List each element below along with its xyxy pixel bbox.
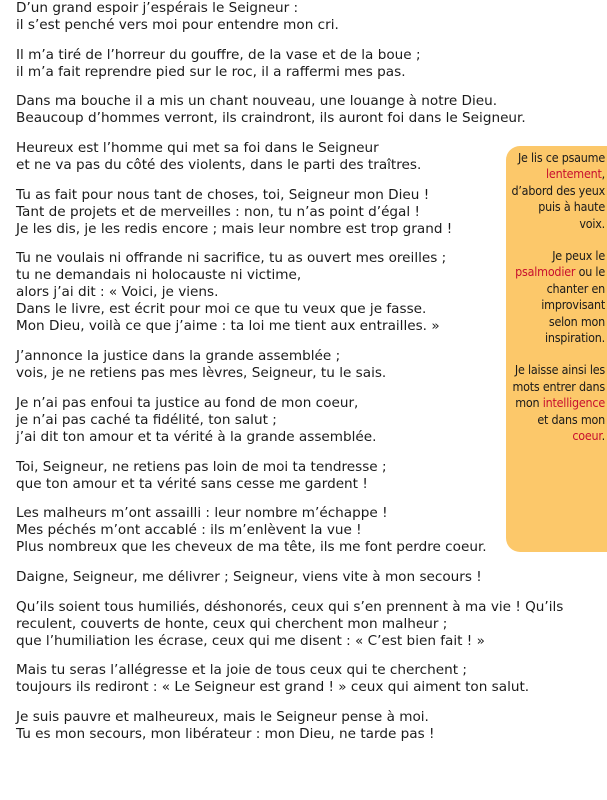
stanza-11: [16, 569, 606, 586]
sidebar-note-chant: [510, 248, 605, 346]
verse-line: Tu as fait pour nous tant de choses, toi, Seigneur mon Dieu !: [16, 186, 430, 203]
verse-line: que l’humiliation les écrase, ceux qui me disent : « C’est bien fait ! »: [16, 632, 485, 649]
note-text: , d’abord des yeux puis à haute voix.: [511, 166, 605, 231]
verse-line: je n’ai pas caché ta fidélité, ton salut ;: [16, 411, 277, 428]
verse-line: Mais tu seras l’allégresse et la joie de tous ceux qui te cherchent ;: [16, 662, 467, 679]
verse-line: tu ne demandais ni holocauste ni victime,: [16, 267, 302, 284]
stanza-14: [16, 709, 606, 743]
verse-line: Tu es mon secours, mon libérateur : mon Dieu, ne tarde pas !: [16, 725, 435, 742]
note-highlight: coeur: [572, 428, 602, 444]
verse-line: Les malheurs m’ont assailli : leur nombre m’échappe !: [16, 505, 388, 522]
verse-line: Mon Dieu, voilà ce que j’aime : ta loi me tient aux entrailles. »: [16, 318, 440, 335]
note-text: Je peux le: [552, 248, 605, 264]
reading-guide-sidebar: [506, 146, 607, 552]
verse-line: Mes péchés m’ont accablé : ils m’enlèvent la vue !: [16, 522, 362, 539]
verse-line: Beaucoup d’hommes verront, ils craindront, ils auront foi dans le Seigneur.: [16, 110, 526, 127]
stanza-1: [16, 0, 606, 34]
note-highlight: psalmodier: [515, 264, 576, 280]
verse-line: vois, je ne retiens pas mes lèvres, Seigneur, tu le sais.: [16, 365, 387, 382]
sidebar-note-meditation: [510, 362, 605, 444]
verse-line: il s’est penché vers moi pour entendre mon cri.: [16, 17, 339, 33]
stanza-3: [16, 93, 606, 127]
note-text: .: [601, 428, 605, 444]
verse-line: Je n’ai pas enfoui ta justice au fond de mon coeur,: [16, 394, 359, 411]
stanza-2: [16, 47, 606, 81]
verse-line: Tant de projets et de merveilles : non, tu n’as point d’égal !: [16, 203, 420, 220]
verse-line: Dans ma bouche il a mis un chant nouveau, une louange à notre Dieu.: [16, 93, 498, 110]
verse-line: Tu ne voulais ni offrande ni sacrifice, tu as ouvert mes oreilles ;: [16, 250, 447, 267]
verse-line: Je suis pauvre et malheureux, mais le Seigneur pense à moi.: [16, 708, 429, 725]
verse-line: Dans le livre, est écrit pour moi ce que tu veux que je fasse.: [16, 301, 427, 318]
verse-line: Je les dis, je les redis encore ; mais leur nombre est trop grand !: [16, 220, 453, 237]
note-text: Je lis ce psaume: [517, 150, 605, 165]
verse-line: Daigne, Seigneur, me délivrer ; Seigneur, viens vite à mon secours !: [16, 568, 482, 585]
note-highlight: lentement: [546, 166, 602, 182]
verse-line: Qu’ils soient tous humiliés, déshonorés, ceux qui s’en prennent à ma vie ! Qu’ils reculent, couverts de honte, ceux qui cherchent mon malheur ;: [16, 598, 564, 632]
stanza-12: [16, 599, 606, 650]
verse-line: D’un grand espoir j’espérais le Seigneur :: [16, 0, 299, 16]
verse-line: toujours ils rediront : « Le Seigneur est grand ! » ceux qui aiment ton salut.: [16, 679, 530, 696]
verse-line: que ton amour et ta vérité sans cesse me gardent !: [16, 475, 368, 492]
note-text: Je laisse ainsi les mots entrer dans mon: [512, 362, 605, 411]
verse-line: il m’a fait reprendre pied sur le roc, il a raffermi mes pas.: [16, 63, 406, 80]
verse-line: Il m’a tiré de l’horreur du gouffre, de la vase et de la boue ;: [16, 46, 421, 63]
note-highlight: intelligence: [542, 395, 605, 411]
verse-line: Heureux est l’homme qui met sa foi dans le Seigneur: [16, 140, 379, 157]
verse-line: j’ai dit ton amour et ta vérité à la grande assemblée.: [16, 428, 377, 445]
verse-line: Plus nombreux que les cheveux de ma tête, ils me font perdre coeur.: [16, 539, 487, 556]
verse-line: alors j’ai dit : « Voici, je viens.: [16, 284, 219, 301]
verse-line: J’annonce la justice dans la grande assemblée ;: [16, 348, 341, 365]
note-text: ou le chanter en improvisant selon mon inspiration.: [541, 264, 605, 346]
note-text: et dans mon: [537, 411, 605, 427]
stanza-13: [16, 662, 606, 696]
verse-line: et ne va pas du côté des violents, dans le parti des traîtres.: [16, 157, 422, 174]
verse-line: Toi, Seigneur, ne retiens pas loin de moi ta tendresse ;: [16, 458, 387, 475]
sidebar-note-reading: [510, 150, 605, 232]
